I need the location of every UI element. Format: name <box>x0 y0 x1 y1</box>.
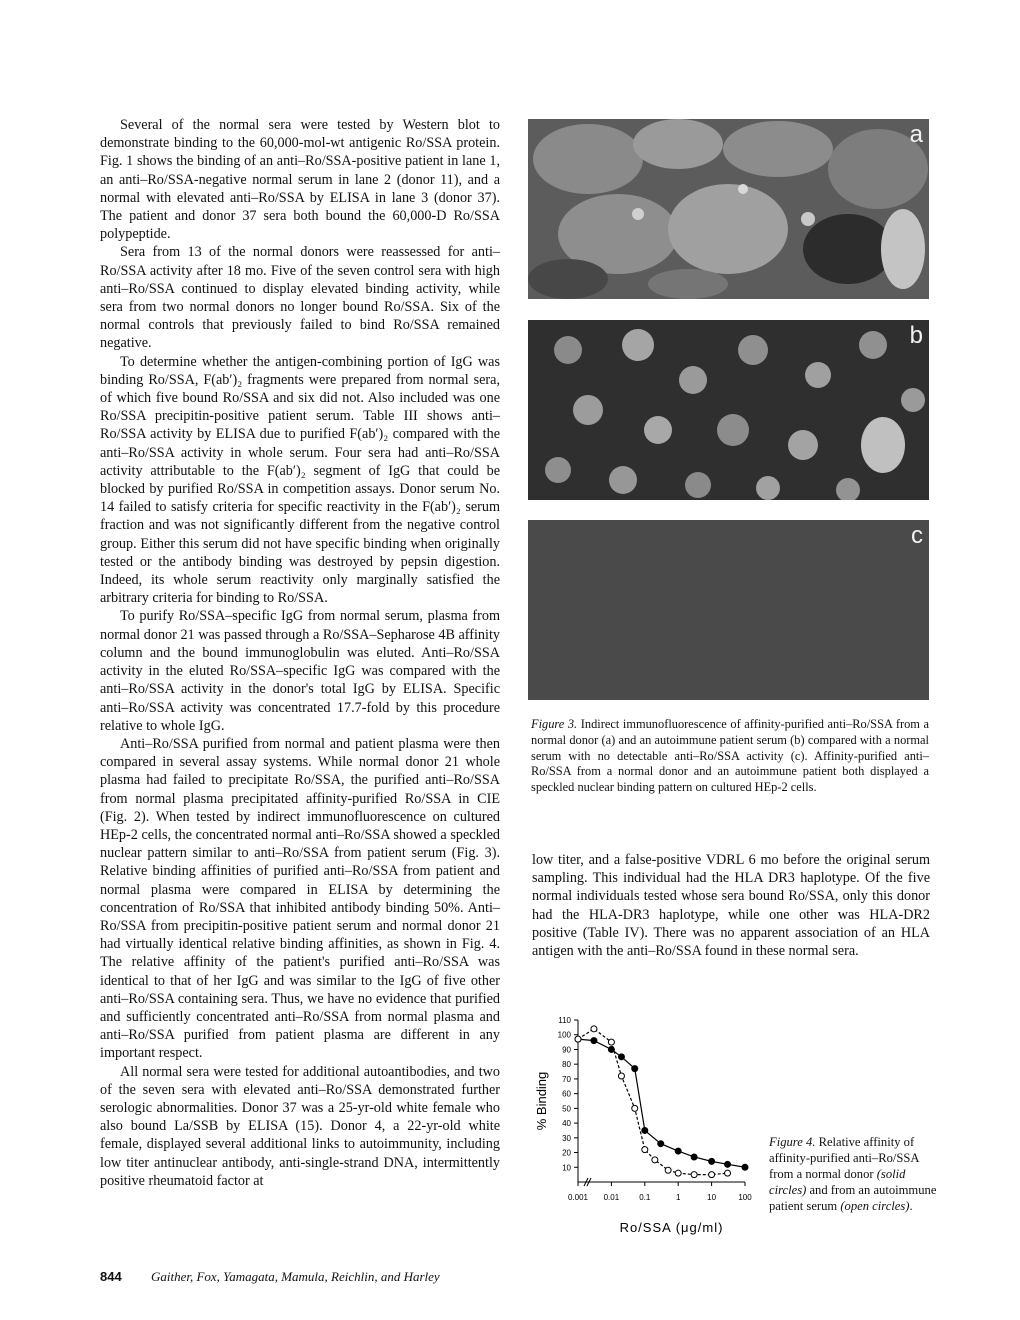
figure4-caption-text-2: and from an autoimmune patient serum <box>769 1183 937 1213</box>
page-footer <box>100 1269 440 1285</box>
paragraph: To determine whether the antigen-combining portion of IgG was binding Ro/SSA, F(ab′)₂ fragments were prepared from normal sera, of which five bound Ro/SSA and six did not. Also included was one Ro/SSA precipitin-positive patient serum. Table III shows anti–Ro/SSA activity by ELISA due to purified F(ab′)₂ compared with the anti–Ro/SSA activity in whole serum. Four sera had anti–Ro/SSA activity attributable to the F(ab′)₂ segment of IgG that could be blocked by purified Ro/SSA in competition assays. Donor serum No. 14 failed to satisfy criteria for specific reactivity in the F(ab′)₂ serum fraction and was not significantly different from the negative control group. Either this serum did not have specific binding when originally tested or the antibody binding was destroyed by pepsin digestion. Indeed, its whole serum reactivity only marginally satisfied the arbitrary criteria for binding to Ro/SSA. <box>100 353 500 607</box>
data-point-solid <box>632 1066 638 1072</box>
figure3-caption <box>531 717 929 796</box>
y-tick-label: 30 <box>562 1133 571 1143</box>
panel-label-a: a <box>909 121 923 148</box>
data-point-solid <box>591 1038 597 1044</box>
y-tick-label: 40 <box>562 1119 571 1129</box>
data-point-solid <box>742 1164 748 1170</box>
y-tick-label: 110 <box>558 1016 571 1025</box>
paragraph: All normal sera were tested for additional autoantibodies, and two of the seven sera with elevated anti–Ro/SSA demonstrated further serologic abnormalities. Donor 37 was a 25-yr-old white female who also bound La/SSB by ELISA (15). Donor 4, a 22-yr-old white female, displayed several additional links to autoimmunity, including low titer antinuclear antibody, anti-single-strand DNA, intermittently positive rheumatoid factor at <box>100 1063 500 1189</box>
y-tick-label: 70 <box>562 1074 571 1084</box>
figure4-chart <box>520 1010 760 1240</box>
y-tick-label: 50 <box>562 1104 571 1114</box>
data-point-open <box>691 1172 697 1178</box>
series-line-open <box>578 1029 728 1175</box>
immunofluorescence-image-c <box>528 520 929 700</box>
figure4-caption <box>769 1134 939 1214</box>
figure3-panel-c <box>528 520 929 700</box>
figure3-caption-text: Indirect immunofluorescence of affinity-purified anti–Ro/SSA from a normal donor (a) and an autoimmune patient serum (b) compared with a normal serum with no detectable anti–Ro/SSA activity (c). Affinity-purified anti–Ro/SSA from a normal donor and an autoimmune patient both displayed a speckled nuclear binding pattern on cultured HEp-2 cells. <box>531 717 929 795</box>
paragraph: low titer, and a false-positive VDRL 6 mo before the original serum sampling. This individual had the HLA DR3 haplotype. Of the five normal individuals tested whose sera bound Ro/SSA, only this donor had the HLA-DR3 haplotype, while one other was HLA-DR2 positive (Table IV). There was no apparent association of an HLA antigen with the anti–Ro/SSA found in these normal sera. <box>532 852 930 960</box>
right-column-text <box>532 851 930 960</box>
x-tick-label: 1 <box>675 1193 681 1202</box>
figure3-panel-a <box>528 119 929 299</box>
data-point-solid <box>725 1161 731 1167</box>
data-point-solid <box>709 1158 715 1164</box>
binding-curve-plot <box>520 1010 760 1240</box>
immunofluorescence-image-b <box>528 320 929 500</box>
data-point-solid <box>675 1148 681 1154</box>
data-point-open <box>642 1147 648 1153</box>
x-tick-label: 100 <box>738 1193 752 1202</box>
data-point-open <box>665 1167 671 1173</box>
data-point-open <box>675 1170 681 1176</box>
x-tick-label: 0.01 <box>603 1193 620 1202</box>
x-tick-label: 0.001 <box>567 1193 589 1202</box>
figure4-caption-solid: (solid circles) <box>769 1167 906 1197</box>
paragraph: Several of the normal sera were tested by Western blot to demonstrate binding to the 60,000-mol-wt antigenic Ro/SSA protein. Fig. 1 shows the binding of an anti–Ro/SSA-positive patient in lane 1, an anti–Ro/SSA-negative normal serum in lane 2 (donor 11), and a normal with elevated anti–Ro/SSA by ELISA in lane 3 (donor 37). The patient and donor 37 sera both bound the 60,000-D Ro/SSA polypeptide. <box>100 117 500 243</box>
paragraph: Anti–Ro/SSA purified from normal and patient plasma were then compared in several assay systems. While normal donor 21 whole plasma had failed to precipitate Ro/SSA, the purified anti–Ro/SSA from normal plasma precipitated affinity-purified Ro/SSA in CIE (Fig. 2). When tested by indirect immunofluorescence on cultured HEp-2 cells, the concentrated normal anti–Ro/SSA showed a speckled nuclear pattern similar to anti–Ro/SSA from patient serum (Fig. 3). Relative binding affinities of purified anti–Ro/SSA from patient and normal plasma were compared in ELISA by determining the concentration of Ro/SSA that inhibited antibody binding 50%. Anti–Ro/SSA from precipitin-positive patient serum and normal donor 21 had virtually identical relative binding affinities, as shown in Fig. 4. The relative affinity of the patient's purified anti–Ro/SSA was identical to that of her IgG and was similar to the IgG of five other anti–Ro/SSA containing sera. Thus, we have no evidence that purified and sufficiently concentrated anti–Ro/SSA from normal plasma and anti–Ro/SSA purified from patient plasma are different in any important respect. <box>100 735 500 1062</box>
data-point-open <box>709 1172 715 1178</box>
x-tick-label: 0.1 <box>639 1193 651 1202</box>
data-point-open <box>652 1157 658 1163</box>
y-axis-label: % Binding <box>534 1071 549 1131</box>
data-point-solid <box>658 1141 664 1147</box>
panel-label-b: b <box>909 322 923 349</box>
figure4-caption-text: Relative affinity of affinity-purified anti–Ro/SSA from a normal donor <box>769 1135 919 1181</box>
figure4-caption-end: . <box>909 1199 913 1213</box>
panel-label-c: c <box>911 522 923 549</box>
series-line-solid <box>578 1039 745 1167</box>
data-point-open <box>632 1105 638 1111</box>
data-point-solid <box>642 1127 648 1133</box>
y-tick-label: 80 <box>562 1060 571 1070</box>
x-axis-label: Ro/SSA (μg/ml) <box>619 1220 724 1235</box>
figure4-caption-open: (open circles) <box>840 1199 910 1213</box>
immunofluorescence-image-a <box>528 119 929 299</box>
figure3-panel-b <box>528 320 929 500</box>
data-point-solid <box>691 1154 697 1160</box>
y-tick-label: 100 <box>557 1030 571 1040</box>
y-tick-label: 60 <box>562 1089 571 1099</box>
figure3-caption-label: Figure 3. <box>531 717 578 731</box>
y-tick-label: 90 <box>562 1045 571 1055</box>
data-point-solid <box>618 1054 624 1060</box>
data-point-open <box>725 1170 731 1176</box>
data-point-open <box>575 1036 581 1042</box>
y-tick-label: 20 <box>562 1148 571 1158</box>
data-point-open <box>608 1039 614 1045</box>
x-tick-label: 10 <box>707 1193 717 1202</box>
left-column-text <box>100 116 500 1190</box>
y-tick-label: 10 <box>562 1163 571 1173</box>
running-authors: Gaither, Fox, Yamagata, Mamula, Reichlin, and Harley <box>150 1269 440 1284</box>
data-point-open <box>618 1073 624 1079</box>
data-point-open <box>591 1026 597 1032</box>
paragraph: To purify Ro/SSA–specific IgG from normal serum, plasma from normal donor 21 was passed through a Ro/SSA–Sepharose 4B affinity column and the bound immunoglobulin was eluted. Anti–Ro/SSA activity in the eluted Ro/SSA–specific IgG was compared with the anti–Ro/SSA activity in the donor's total IgG by ELISA. Specific anti–Ro/SSA activity was concentrated 17.7-fold by this procedure relative to whole IgG. <box>100 608 500 734</box>
figure4-caption-label: Figure 4. <box>769 1135 816 1149</box>
paragraph: Sera from 13 of the normal donors were reassessed for anti–Ro/SSA activity after 18 mo. Five of the seven control sera with high anti–Ro/SSA continued to display elevated binding activity, while sera from two normal donors no longer bound Ro/SSA. Six of the normal controls that previously failed to bind Ro/SSA remained negative. <box>100 244 500 352</box>
page-number: 844 <box>100 1269 122 1284</box>
